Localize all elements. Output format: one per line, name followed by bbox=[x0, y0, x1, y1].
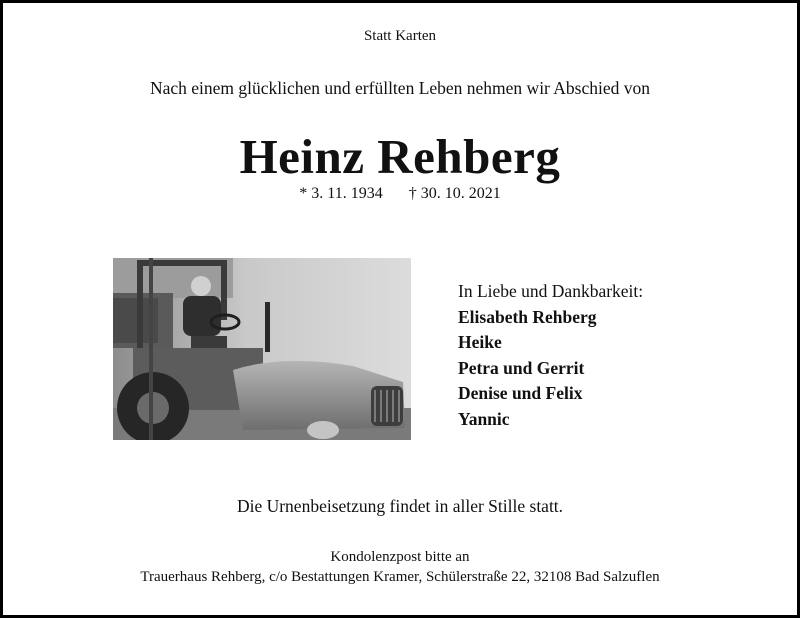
mourners-intro: In Liebe und Dankbarkeit: bbox=[458, 281, 644, 301]
deceased-photo bbox=[113, 258, 411, 440]
mourner-name: Denise und Felix bbox=[458, 383, 583, 403]
intro-text: Nach einem glücklichen und erfüllten Leben nehmen wir Abschied von bbox=[149, 78, 651, 98]
mourner-name: Yannic bbox=[458, 408, 510, 429]
tractor-photo-icon bbox=[113, 258, 411, 440]
mourner-name: Petra und Gerrit bbox=[458, 357, 585, 378]
deceased-name: Heinz Rehberg bbox=[239, 129, 561, 184]
mourner-name: Heike bbox=[458, 332, 502, 352]
mourners-block bbox=[458, 279, 643, 432]
mourner-name: Elisabeth Rehberg bbox=[458, 306, 597, 327]
burial-notice: Die Urnenbeisetzung findet in aller Stille statt. bbox=[236, 496, 564, 516]
condolence-label: Kondolenzpost bitte an bbox=[330, 549, 470, 565]
header-text: Statt Karten bbox=[363, 28, 437, 44]
life-dates bbox=[0, 185, 800, 203]
death-date: † 30. 10. 2021 bbox=[408, 185, 501, 202]
condolence-address: Trauerhaus Rehberg, c/o Bestattungen Kramer, Schülerstraße 22, 32108 Bad Salzuflen bbox=[140, 569, 660, 585]
birth-date: * 3. 11. 1934 bbox=[299, 185, 383, 202]
